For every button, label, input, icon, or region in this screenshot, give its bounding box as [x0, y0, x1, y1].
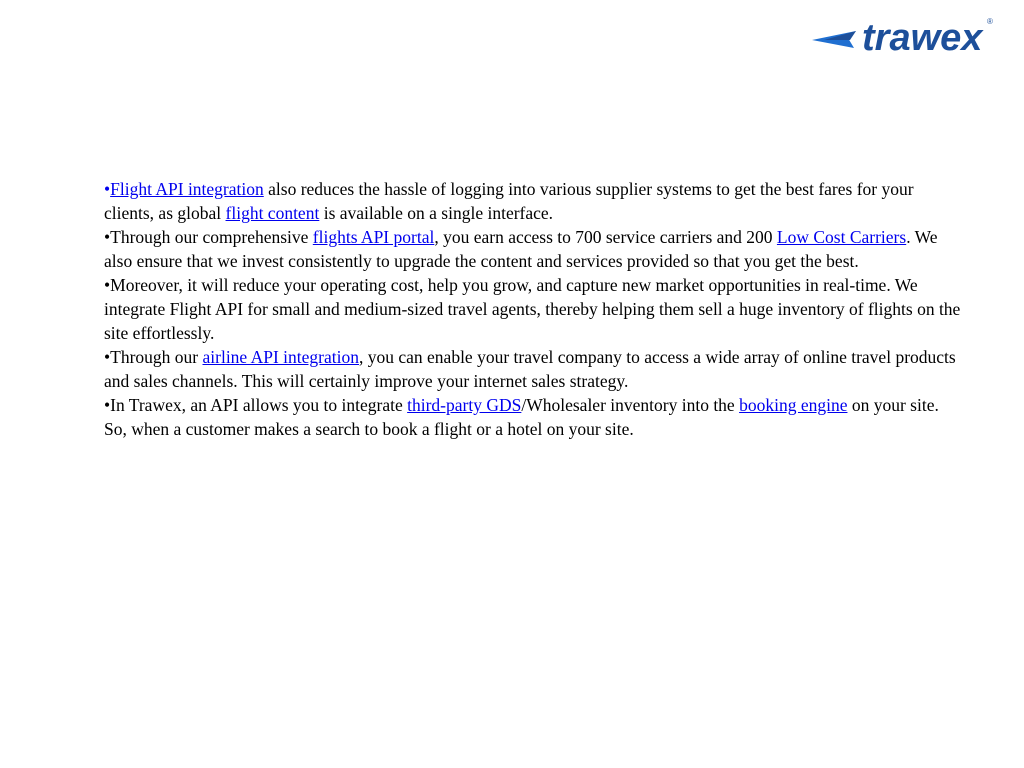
paragraph-text: on your site. So, when a customer makes a search to book a flight or a hotel on your site. — [104, 395, 939, 439]
body-text — [104, 177, 964, 441]
bullet-marker: • — [104, 395, 111, 415]
inline-link[interactable]: Flight API integration — [110, 179, 264, 199]
bullet-marker: • — [104, 347, 111, 367]
paragraph-text: Moreover, it will reduce your operating cost, help you grow, and capture new market opportunities in real-time. We integrate Flight API for small and medium-sized travel agents, thereby helping them sell a huge inventory of flights on the site effortlessly. — [104, 275, 961, 343]
paragraph-text: In Trawex, an API allows you to integrate — [110, 395, 408, 415]
paragraph-text: Through our comprehensive — [110, 227, 313, 247]
inline-link[interactable]: third-party GDS — [407, 395, 522, 415]
bullet-marker: • — [104, 227, 111, 247]
inline-link[interactable]: flights API portal — [312, 227, 435, 247]
inline-link[interactable]: flight content — [225, 203, 320, 223]
inline-link[interactable]: booking engine — [739, 395, 848, 415]
logo-graphic — [810, 14, 1015, 60]
bullet-marker: • — [104, 275, 111, 295]
paragraph-text: , you earn access to 700 service carriers and 200 — [434, 227, 777, 247]
bullet-paragraph — [104, 225, 964, 273]
inline-link[interactable]: Low Cost Carriers — [776, 227, 907, 247]
paragraph-text: , you can enable your travel company to access a wide array of online travel products and sales channels. This will certainly improve your internet sales strategy. — [104, 347, 956, 391]
paragraph-text: /Wholesaler inventory into the — [521, 395, 740, 415]
bullet-marker: • — [104, 179, 111, 199]
paragraph-text: also reduces the hassle of logging into various supplier systems to get the best fares for your clients, as global — [104, 179, 914, 223]
bullet-paragraph — [104, 273, 964, 345]
paragraph-text: is available on a single interface. — [319, 203, 554, 223]
paragraph-text: Through our — [110, 347, 203, 367]
trawex-logo — [810, 14, 1015, 60]
paragraph-text: . We also ensure that we invest consistently to upgrade the content and services provided so that you get the best. — [104, 227, 938, 271]
bullet-paragraph — [104, 177, 964, 225]
bullet-paragraph — [104, 393, 964, 441]
inline-link[interactable]: airline API integration — [202, 347, 359, 367]
logo-wordmark: trawex — [862, 17, 983, 59]
logo-registered-mark: ® — [987, 17, 993, 26]
bullet-paragraph — [104, 345, 964, 393]
